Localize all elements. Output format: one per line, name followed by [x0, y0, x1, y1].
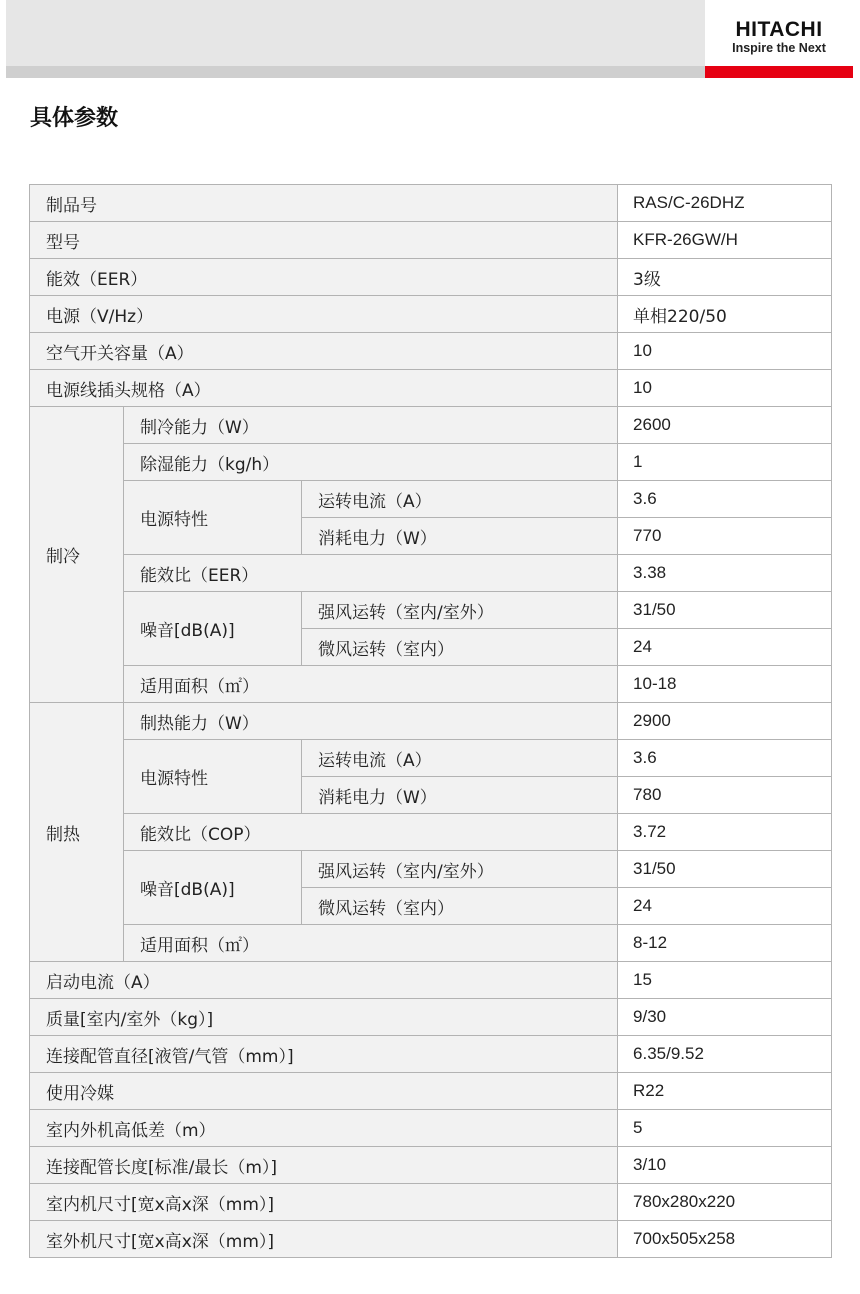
spec-label: 电源线插头规格（A） [30, 370, 618, 407]
spec-value: 10 [618, 333, 832, 370]
header-underline [6, 66, 705, 78]
table-row [30, 555, 832, 592]
section-title: 具体参数 [30, 106, 119, 131]
heating-group-label: 制热 [30, 703, 124, 962]
spec-label: 除湿能力（kg/h） [124, 444, 618, 481]
spec-value: 3.6 [618, 740, 832, 777]
brand-accent-bar [705, 66, 853, 78]
table-row [30, 1036, 832, 1073]
spec-value: 15 [618, 962, 832, 999]
spec-value: 3/10 [618, 1147, 832, 1184]
table-row [30, 814, 832, 851]
spec-label: 运转电流（A） [302, 481, 618, 518]
spec-value: 3.38 [618, 555, 832, 592]
spec-value: 10-18 [618, 666, 832, 703]
spec-value: 700x505x258 [618, 1221, 832, 1258]
spec-label: 微风运转（室内） [302, 888, 618, 925]
spec-label: 适用面积（㎡） [124, 666, 618, 703]
spec-value: 780x280x220 [618, 1184, 832, 1221]
table-row [30, 999, 832, 1036]
table-row [30, 851, 832, 888]
table-row [30, 962, 832, 999]
spec-label: 连接配管长度[标准/最长（m）] [30, 1147, 618, 1184]
table-row [30, 925, 832, 962]
spec-label: 室内机尺寸[宽x高x深（mm）] [30, 1184, 618, 1221]
table-row [30, 703, 832, 740]
spec-value: 31/50 [618, 592, 832, 629]
table-row [30, 666, 832, 703]
table-row [30, 740, 832, 777]
spec-value: 6.35/9.52 [618, 1036, 832, 1073]
spec-label: 空气开关容量（A） [30, 333, 618, 370]
spec-label: 电源（V/Hz） [30, 296, 618, 333]
spec-table [29, 184, 832, 1258]
spec-value: 24 [618, 888, 832, 925]
header-band [6, 0, 705, 66]
spec-label: 运转电流（A） [302, 740, 618, 777]
spec-value: RAS/C-26DHZ [618, 185, 832, 222]
table-row [30, 592, 832, 629]
spec-label: 连接配管直径[液管/气管（mm）] [30, 1036, 618, 1073]
spec-label: 室内外机高低差（m） [30, 1110, 618, 1147]
table-row [30, 1147, 832, 1184]
spec-label: 微风运转（室内） [302, 629, 618, 666]
spec-label: 制冷能力（W） [124, 407, 618, 444]
spec-subgroup-label: 噪音[dB(A)] [124, 851, 302, 925]
spec-label: 适用面积（㎡） [124, 925, 618, 962]
spec-value: 5 [618, 1110, 832, 1147]
spec-label: 强风运转（室内/室外） [302, 592, 618, 629]
table-row [30, 1073, 832, 1110]
spec-value: 3级 [618, 259, 832, 296]
table-row [30, 1110, 832, 1147]
spec-value: 9/30 [618, 999, 832, 1036]
table-row [30, 296, 832, 333]
spec-value: R22 [618, 1073, 832, 1110]
spec-value: 10 [618, 370, 832, 407]
spec-value: 单相220/50 [618, 296, 832, 333]
spec-label: 消耗电力（W） [302, 777, 618, 814]
table-row [30, 407, 832, 444]
table-row [30, 259, 832, 296]
spec-label: 使用冷媒 [30, 1073, 618, 1110]
table-row [30, 1184, 832, 1221]
spec-label: 消耗电力（W） [302, 518, 618, 555]
spec-label: 制热能力（W） [124, 703, 618, 740]
table-row [30, 185, 832, 222]
spec-label: 型号 [30, 222, 618, 259]
spec-label: 制品号 [30, 185, 618, 222]
spec-value: 3.72 [618, 814, 832, 851]
spec-label: 室外机尺寸[宽x高x深（mm）] [30, 1221, 618, 1258]
brand-name: HITACHI [735, 18, 823, 41]
table-row [30, 444, 832, 481]
spec-label: 强风运转（室内/室外） [302, 851, 618, 888]
spec-value: 3.6 [618, 481, 832, 518]
table-row [30, 370, 832, 407]
spec-label: 能效比（COP） [124, 814, 618, 851]
spec-label: 能效比（EER） [124, 555, 618, 592]
brand-tagline: Inspire the Next [732, 41, 826, 55]
table-row [30, 1221, 832, 1258]
spec-value: 1 [618, 444, 832, 481]
spec-value: 780 [618, 777, 832, 814]
cooling-group-label: 制冷 [30, 407, 124, 703]
spec-value: 2600 [618, 407, 832, 444]
spec-subgroup-label: 噪音[dB(A)] [124, 592, 302, 666]
table-row [30, 333, 832, 370]
spec-label: 启动电流（A） [30, 962, 618, 999]
table-row [30, 222, 832, 259]
spec-subgroup-label: 电源特性 [124, 740, 302, 814]
spec-subgroup-label: 电源特性 [124, 481, 302, 555]
spec-value: 770 [618, 518, 832, 555]
spec-label: 质量[室内/室外（kg）] [30, 999, 618, 1036]
spec-value: 31/50 [618, 851, 832, 888]
spec-label: 能效（EER） [30, 259, 618, 296]
page-header [0, 0, 860, 80]
spec-value: KFR-26GW/H [618, 222, 832, 259]
spec-value: 2900 [618, 703, 832, 740]
table-row [30, 481, 832, 518]
spec-value: 8-12 [618, 925, 832, 962]
spec-value: 24 [618, 629, 832, 666]
